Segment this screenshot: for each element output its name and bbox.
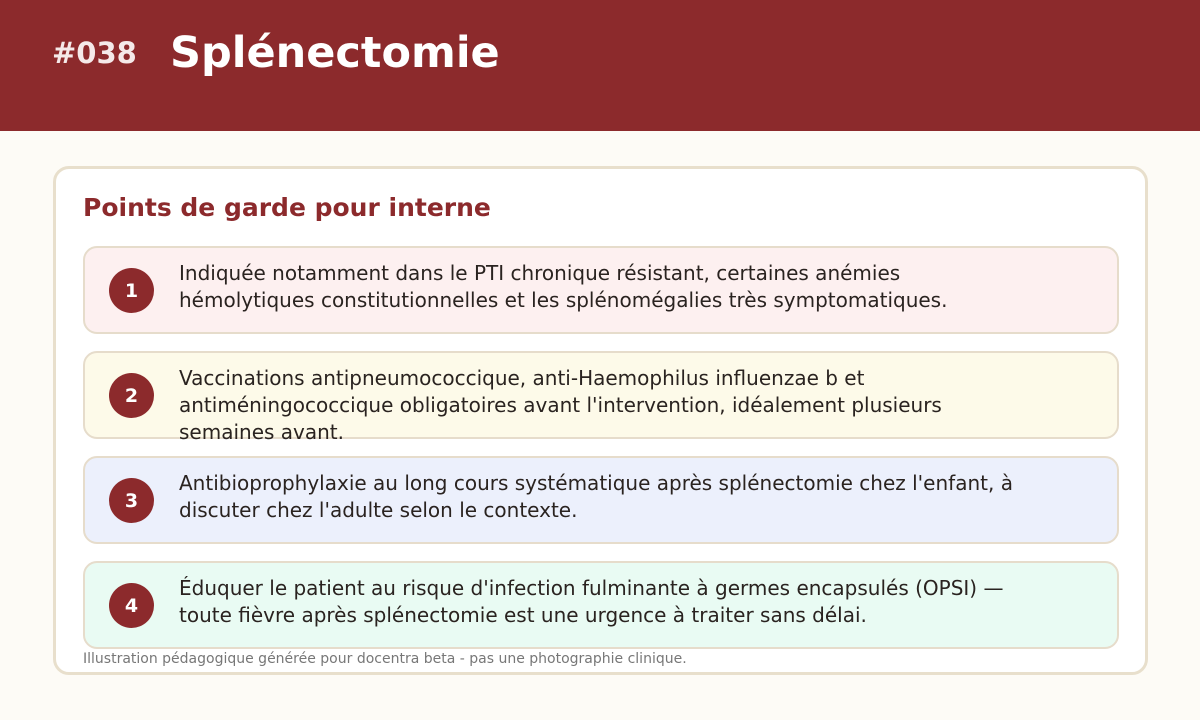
disclaimer-note: Illustration pédagogique générée pour docentra beta - pas une photographie clinique. bbox=[83, 651, 687, 667]
key-point-3 bbox=[83, 456, 1119, 544]
point-text: Indiquée notamment dans le PTI chronique résistant, certaines anémies hémolytiques constitutionnelles et les splénomégalies très symptomatiques. bbox=[179, 261, 948, 312]
page-title: Splénectomie bbox=[170, 28, 500, 78]
key-point-4 bbox=[83, 561, 1119, 649]
header-banner bbox=[0, 0, 1200, 131]
point-text: Antibioprophylaxie au long cours systématique après splénectomie chez l'enfant, à discuter chez l'adulte selon le contexte. bbox=[179, 471, 1013, 522]
key-point-1 bbox=[83, 246, 1119, 334]
card-title: Points de garde pour interne bbox=[83, 193, 491, 222]
sheet-number: #038 bbox=[52, 36, 137, 70]
key-point-2 bbox=[83, 351, 1119, 444]
point-text: Éduquer le patient au risque d'infection fulminante à germes encapsulés (OPSI) — toute fièvre après splénectomie est une urgence à traiter sans délai. bbox=[179, 576, 1004, 627]
point-text: Vaccinations antipneumococcique, anti-Haemophilus influenzae b et antiméningococcique obligatoires avant l'intervention, idéalement plusieurs semaines avant. bbox=[179, 366, 942, 444]
key-points-card bbox=[53, 166, 1148, 675]
point-number-badge: 1 bbox=[109, 268, 154, 313]
point-number-badge: 4 bbox=[109, 583, 154, 628]
point-number-badge: 2 bbox=[109, 373, 154, 418]
point-number-badge: 3 bbox=[109, 478, 154, 523]
